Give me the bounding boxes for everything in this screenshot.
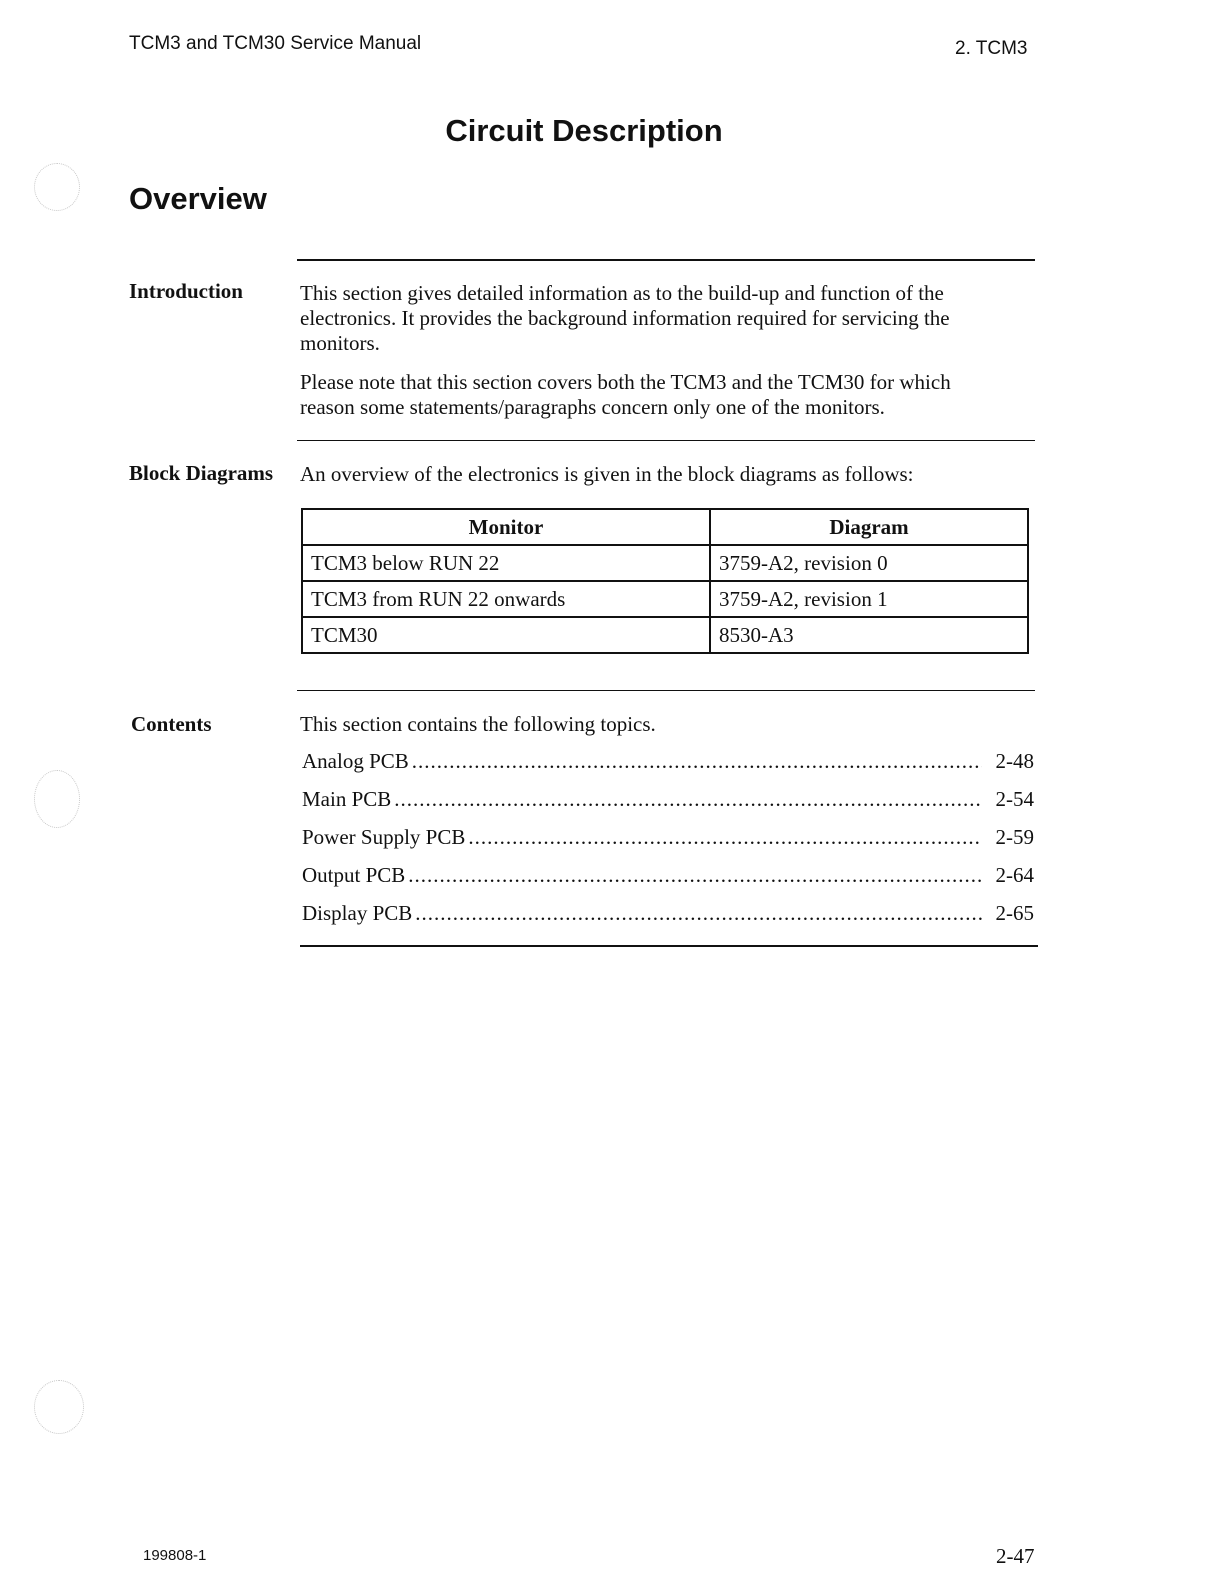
toc-leader-dots <box>412 749 982 774</box>
toc-page: 2-54 <box>995 787 1034 811</box>
toc-topic: Display PCB <box>302 901 413 925</box>
toc-entry <box>302 787 1034 812</box>
toc-leader-dots <box>415 901 981 926</box>
toc-entry <box>302 825 1034 850</box>
binder-hole-mark <box>34 1380 84 1434</box>
table-row <box>302 545 1028 581</box>
introduction-paragraph: This section gives detailed information as to the build-up and function of the electronics. It provides the background information required for servicing the monitors. <box>300 281 950 355</box>
toc-page: 2-48 <box>995 749 1034 773</box>
running-header-chapter: 2. TCM3 <box>955 38 1028 59</box>
monitor-cell: TCM3 below RUN 22 <box>302 545 710 581</box>
block-diagrams-intro: An overview of the electronics is given in the block diagrams as follows: <box>300 462 914 486</box>
document-number: 199808-1 <box>143 1547 207 1564</box>
introduction-label: Introduction <box>129 279 243 303</box>
toc-entry <box>302 901 1034 926</box>
monitor-cell: TCM3 from RUN 22 onwards <box>302 581 710 617</box>
toc-page: 2-59 <box>995 825 1034 849</box>
contents-label: Contents <box>131 712 212 736</box>
toc-topic: Power Supply PCB <box>302 825 466 849</box>
toc-topic: Output PCB <box>302 863 406 887</box>
introduction-paragraph: Please note that this section covers both the TCM3 and the TCM30 for which reason some statements/paragraphs concern only one of the monitors. <box>300 370 951 419</box>
toc-entry <box>302 749 1034 774</box>
section-divider <box>300 945 1038 947</box>
section-divider <box>297 259 1035 261</box>
block-diagram-table <box>301 508 1029 654</box>
monitor-cell: TCM30 <box>302 617 710 653</box>
toc-topic: Analog PCB <box>302 749 409 773</box>
page-title: Circuit Description <box>445 113 723 148</box>
contents-intro: This section contains the following topics. <box>300 712 656 736</box>
toc-leader-dots <box>408 863 981 888</box>
binder-hole-mark <box>34 163 80 211</box>
toc-leader-dots <box>394 787 981 812</box>
diagram-cell: 3759-A2, revision 1 <box>710 581 1028 617</box>
section-divider <box>297 440 1035 441</box>
toc-page: 2-65 <box>995 901 1034 925</box>
running-header-title: TCM3 and TCM30 Service Manual <box>129 33 422 54</box>
column-header-monitor: Monitor <box>302 509 710 545</box>
binder-hole-mark <box>34 770 80 828</box>
section-divider <box>297 690 1035 691</box>
column-header-diagram: Diagram <box>710 509 1028 545</box>
diagram-cell: 8530-A3 <box>710 617 1028 653</box>
block-diagrams-label: Block Diagrams <box>129 461 274 485</box>
table-row <box>302 581 1028 617</box>
toc-topic: Main PCB <box>302 787 392 811</box>
toc-leader-dots <box>468 825 981 850</box>
table-header-row <box>302 509 1028 545</box>
table-row <box>302 617 1028 653</box>
diagram-cell: 3759-A2, revision 0 <box>710 545 1028 581</box>
toc-page: 2-64 <box>995 863 1034 887</box>
toc-entry <box>302 863 1034 888</box>
page-number: 2-47 <box>996 1544 1035 1568</box>
section-title: Overview <box>129 181 267 216</box>
